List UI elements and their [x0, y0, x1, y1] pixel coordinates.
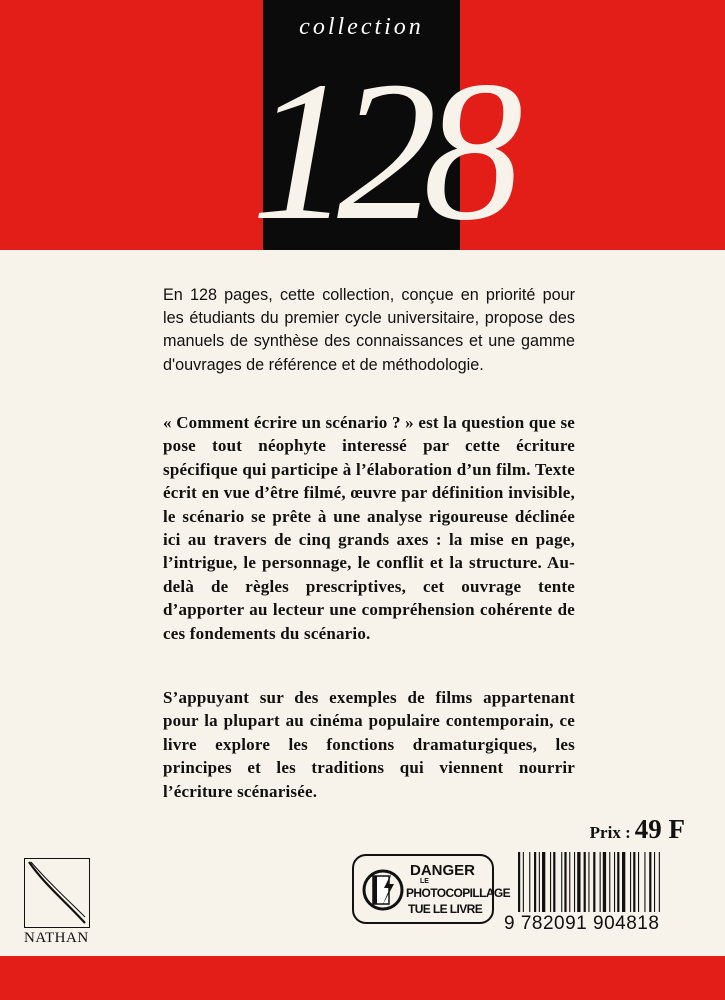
broken-book-icon — [362, 862, 404, 918]
barcode-digits: 9 782091 904818 — [504, 913, 660, 934]
warning-line-1: PHOTOCOPILLAGE — [406, 886, 511, 900]
book-summary-paragraph-2: S’appuyant sur des exemples de films appartenant pour la plupart au cinéma populaire contemporain, ce livre explore les fonctions dramaturgiques, les principes et les traditions qui viennent nourrir l’écriture scénarisée. — [163, 688, 575, 801]
price — [590, 814, 685, 845]
bottom-red-band — [0, 956, 725, 1000]
warning-title: DANGER — [410, 862, 476, 879]
price-value: 49 F — [634, 814, 685, 844]
collection-description: En 128 pages, cette collection, conçue en priorité pour les étudiants du premier cycle universitaire, propose des manuels de synthèse des connaissances et une gamme d'ouvrages de référence et de méthodologie. — [163, 286, 575, 374]
collection-label: collection — [299, 14, 424, 40]
nathan-logo-icon — [24, 858, 90, 928]
photocopy-warning — [352, 854, 511, 924]
collection-logo-block — [251, 0, 509, 262]
publisher-name: NATHAN — [24, 930, 89, 946]
book-summary-paragraph-1: « Comment écrire un scénario ? » est la question que se pose tout néophyte interessé par cette écriture spécifique qui participe à l’élaboration d’un film. Texte écrit en vue d’être filmé, œuvre par définition invisible, le scénario se prête à une analyse rigoureuse déclinée ici au travers de cinq grands axes : la mise en page, l’intrigue, le personnage, le conflit et la structure. Au-delà de règles prescriptives, cet ouvrage tente d’apporter au lecteur une compréhension cohérente de ces fondements du scénario. — [163, 413, 575, 643]
warning-line-2: TUE LE LIVRE — [408, 902, 483, 916]
barcode — [516, 852, 700, 914]
collection-number: 128 — [251, 41, 509, 262]
price-label: Prix : — [589, 823, 631, 842]
warning-le: LE — [420, 878, 429, 885]
